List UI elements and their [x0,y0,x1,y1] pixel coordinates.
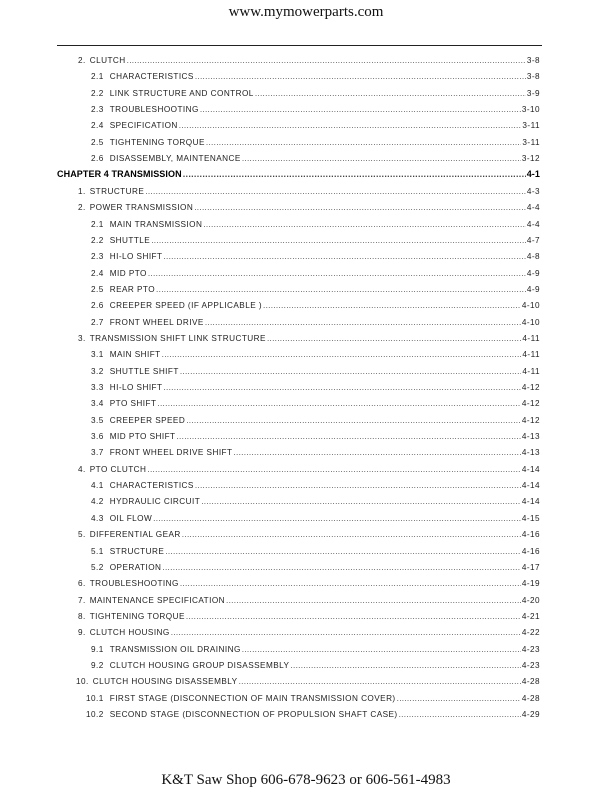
toc-entry-number: 4. [78,464,86,474]
toc-dot-leader [399,709,521,720]
toc-page-number: 3-9 [526,88,540,98]
toc-page-number: 4-20 [521,595,540,605]
toc-page-number: 4-10 [521,301,540,311]
toc-entry-number: 10.2 [86,710,104,719]
toc-entry [91,317,540,328]
toc-entry-title: DIFFERENTIAL GEAR [89,530,181,540]
toc-entry-number: 2.5 [91,137,104,147]
toc-entry-number: 3.1 [91,350,104,360]
toc-dot-leader [145,186,526,197]
toc-entry [91,366,540,377]
toc-page-number: 4-13 [521,448,540,458]
toc-entry-number: 5.2 [91,562,104,572]
toc-page-number: 4-12 [521,415,540,425]
toc-page-number: 4-12 [521,383,540,392]
toc-entry [91,398,540,409]
toc-entry-title: SECOND STAGE (DISCONNECTION OF PROPULSION SHAFT CASE) [109,710,398,719]
toc-entry-number: 3.3 [91,383,104,392]
toc-entry-title: CREEPER SPEED [109,415,186,425]
toc-entry-title: OPERATION [109,562,162,572]
toc-entry-title: TRANSMISSION OIL DRAINING [109,644,241,654]
toc-entry-number: 3. [78,333,86,343]
toc-entry-number: 2. [78,56,86,65]
toc-dot-leader [226,595,521,606]
toc-page-number: 4-22 [521,628,540,638]
toc-entry-number: 2.1 [91,72,104,82]
toc-dot-leader [148,268,526,279]
toc-entry [91,104,540,115]
toc-entry-title: STRUCTURE [109,546,165,556]
toc-entry-title: MAIN SHIFT [109,350,161,360]
toc-page-number: 4-11 [522,333,540,343]
toc-dot-leader [179,120,522,131]
toc-entry-number: 2.2 [91,88,104,98]
toc-dot-leader [180,578,521,589]
toc-entry-number: 2.6 [91,301,104,311]
toc-entry-number: 3.7 [91,448,104,458]
toc-entry-title: MID PTO [109,268,147,278]
toc-dot-leader [255,88,526,99]
toc-dot-leader [162,562,520,573]
toc-entry-title: TIGHTENING TORQUE [89,611,185,621]
toc-entry-title: CLUTCH HOUSING GROUP DISASSEMBLY [109,660,290,670]
toc-entry-title: CHARACTERISTICS [109,72,194,82]
toc-entry-title: HI-LO SHIFT [109,252,163,262]
toc-entry [91,447,540,458]
toc-dot-leader [156,284,526,295]
toc-page-number: 4-3 [526,186,540,196]
toc-entry-title: POWER TRANSMISSION [89,203,194,213]
toc-entry-number: 2.4 [91,121,104,131]
toc-dot-leader [157,398,520,409]
toc-entry-number: 10. [76,677,89,687]
toc-page-number: 4-28 [521,677,540,687]
toc-page-number: 3-12 [521,154,540,164]
toc-entry-title: LINK STRUCTURE AND CONTROL [109,88,254,98]
toc-entry-title: CLUTCH HOUSING [89,628,170,638]
toc-entry-number: 2.5 [91,284,104,294]
toc-entry-number: 10.1 [86,693,104,703]
toc-entry [86,693,540,704]
toc-page-number: 4-9 [526,284,540,294]
toc-entry-title: CLUTCH HOUSING DISASSEMBLY [92,677,238,687]
toc-page-number: 4-17 [521,562,540,572]
toc-entry-number: 8. [78,611,86,621]
toc-dot-leader [200,104,521,115]
toc-entry-number: 9. [78,628,86,638]
toc-entry-number: 2.3 [91,252,104,262]
toc-page-number: 4-11 [522,366,540,376]
toc-dot-leader [165,546,521,557]
toc-entry-title: TROUBLESHOOTING [109,105,199,115]
toc-dot-leader [182,529,521,540]
toc-dot-leader [242,644,521,655]
toc-dot-leader [242,153,521,164]
toc-dot-leader [163,251,525,262]
toc-entry [78,627,540,638]
toc-page-number: 4-7 [526,235,540,245]
toc-entry-number: 2.2 [91,235,104,245]
toc-dot-leader [233,447,520,458]
toc-entry-number: 9.1 [91,644,104,654]
toc-page-number: 4-23 [521,660,540,670]
toc-entry-title: SPECIFICATION [109,121,178,131]
toc-page-number: 4-14 [521,481,540,491]
toc-page-number: 4-23 [521,644,540,654]
toc-dot-leader [163,382,520,393]
toc-entry [78,595,540,606]
toc-dot-leader [186,611,521,622]
toc-entry [91,120,540,131]
toc-entry [76,676,540,687]
toc-entry [91,88,540,99]
toc-dot-leader [263,300,521,311]
toc-entry-number: 4.3 [91,513,104,523]
toc-page-number: 4-19 [521,579,540,589]
toc-entry-title: MID PTO SHIFT [109,432,176,442]
toc-entry [91,480,540,491]
toc-dot-leader [180,366,522,377]
toc-entry-number: 2. [78,203,86,213]
toc-entry-number: 1. [78,186,86,196]
toc-entry-number: 4.1 [91,481,104,491]
toc-dot-leader [195,480,521,491]
toc-dot-leader [153,513,521,524]
toc-dot-leader [397,693,521,704]
toc-page-number: 4-16 [521,530,540,540]
toc-page-number: 4-8 [526,252,540,262]
toc-entry [91,300,540,311]
toc-page-number: 3-8 [526,72,540,82]
toc-entry-title: CHAPTER 4 TRANSMISSION [57,169,182,180]
page-footer: K&T Saw Shop 606-678-9623 or 606-561-4983 [161,772,451,788]
toc-entry-title: CREEPER SPEED (IF APPLICABLE ) [109,301,263,311]
toc-entry [91,546,540,557]
toc-entry-number: 4.2 [91,497,104,507]
toc-dot-leader [201,496,521,507]
toc-page-number: 4-14 [521,464,540,474]
toc-entry [91,660,540,671]
toc-page-number: 4-15 [521,513,540,523]
toc-dot-leader [205,317,521,328]
toc-page-number: 3-11 [522,137,540,147]
toc-entry [91,349,540,360]
toc-page-number: 4-1 [526,169,540,180]
toc-page-number: 4-16 [521,546,540,556]
toc-entry [91,513,540,524]
toc-entry [91,644,540,655]
toc-page-number: 4-21 [521,611,540,621]
toc-entry-title: PTO CLUTCH [89,464,147,474]
toc-dot-leader [186,415,521,426]
toc-page-number: 4-10 [521,317,540,327]
toc-entry [91,431,540,442]
toc-entry-title: HI-LO SHIFT [109,383,163,392]
toc-entry-number: 7. [78,595,86,605]
toc-entry [78,464,540,475]
toc-entry-number: 3.2 [91,366,104,376]
toc-entry [78,202,540,213]
toc-entry [78,186,540,197]
toc-entry-title: HYDRAULIC CIRCUIT [109,497,201,507]
toc-entry [91,235,540,246]
toc-entry-title: OIL FLOW [109,513,153,523]
toc-entry [78,578,540,589]
toc-dot-leader [183,169,526,180]
toc-dot-leader [171,627,521,638]
toc-entry-title: TRANSMISSION SHIFT LINK STRUCTURE [89,333,266,343]
toc-entry-title: STRUCTURE [89,186,145,196]
toc-entry-title: TROUBLESHOOTING [89,579,179,589]
toc-entry-title: TIGHTENING TORQUE [109,137,205,147]
toc-page-number: 4-9 [526,268,540,278]
toc-dot-leader [151,235,526,246]
toc-dot-leader [239,676,521,687]
toc-dot-leader [203,219,526,230]
toc-entry-title: CHARACTERISTICS [109,481,194,491]
toc-page-number: 4-12 [521,399,540,409]
toc-entry [78,529,540,540]
toc-entry [91,284,540,295]
toc-entry [91,71,540,82]
toc-page-number: 4-13 [521,432,540,442]
toc-entry [86,709,540,720]
toc-entry-number: 6. [78,579,86,589]
toc-entry-number: 5.1 [91,546,104,556]
toc-page-number: 3-8 [526,56,540,65]
toc-dot-leader [195,71,526,82]
toc-entry-number: 3.6 [91,432,104,442]
toc-entry-title: MAINTENANCE SPECIFICATION [89,595,226,605]
toc-entry-number: 2.3 [91,105,104,115]
toc-entry-number: 2.7 [91,317,104,327]
toc-entry-title: PTO SHIFT [109,399,157,409]
toc-dot-leader [290,660,520,671]
toc-dot-leader [147,464,520,475]
toc-entry [91,219,540,230]
toc-dot-leader [206,137,522,148]
toc-page-number: 4-28 [521,693,540,703]
toc-entry-number: 3.4 [91,399,104,409]
toc-entry [91,153,540,164]
toc-entry [91,268,540,279]
toc-entry [91,562,540,573]
toc-entry [91,251,540,262]
toc-entry-title: SHUTTLE SHIFT [109,366,179,376]
toc-page-number: 3-11 [522,121,540,131]
toc-entry-title: CLUTCH [89,56,126,65]
header-divider [57,45,542,46]
toc-dot-leader [162,349,522,360]
toc-dot-leader [127,55,526,66]
toc-dot-leader [194,202,526,213]
toc-entry-number: 2.4 [91,268,104,278]
toc-entry-title: MAIN TRANSMISSION [109,219,203,229]
toc-entry-title: SHUTTLE [109,235,151,245]
toc-page-number: 4-14 [521,497,540,507]
toc-page-number: 4-29 [521,710,540,719]
toc-chapter-heading [57,169,540,180]
toc-entry-title: FIRST STAGE (DISCONNECTION OF MAIN TRANSMISSION COVER) [109,693,396,703]
toc-page-number: 3-10 [521,105,540,115]
toc-page-number: 4-11 [522,350,540,360]
toc-entry-number: 2.6 [91,154,104,164]
toc-dot-leader [267,333,521,344]
toc-entry-title: FRONT WHEEL DRIVE [109,317,204,327]
toc-entry-number: 3.5 [91,415,104,425]
toc-entry [91,382,540,393]
toc-page-number: 4-4 [526,219,540,229]
toc-entry-number: 5. [78,530,86,540]
toc-entry-title: DISASSEMBLY, MAINTENANCE [109,154,241,164]
toc-entry [78,611,540,622]
toc-entry-number: 2.1 [91,219,104,229]
toc-entry-title: FRONT WHEEL DRIVE SHIFT [109,448,233,458]
toc-entry-title: REAR PTO [109,284,156,294]
toc-entry-number: 9.2 [91,660,104,670]
toc-dot-leader [176,431,520,442]
toc-entry [78,333,540,344]
toc-entry [91,137,540,148]
page-header-site: www.mymowerparts.com [228,4,384,20]
toc-entry [91,496,540,507]
toc-entry [78,55,540,66]
toc-page-number: 4-4 [526,203,540,213]
toc-entry [91,415,540,426]
